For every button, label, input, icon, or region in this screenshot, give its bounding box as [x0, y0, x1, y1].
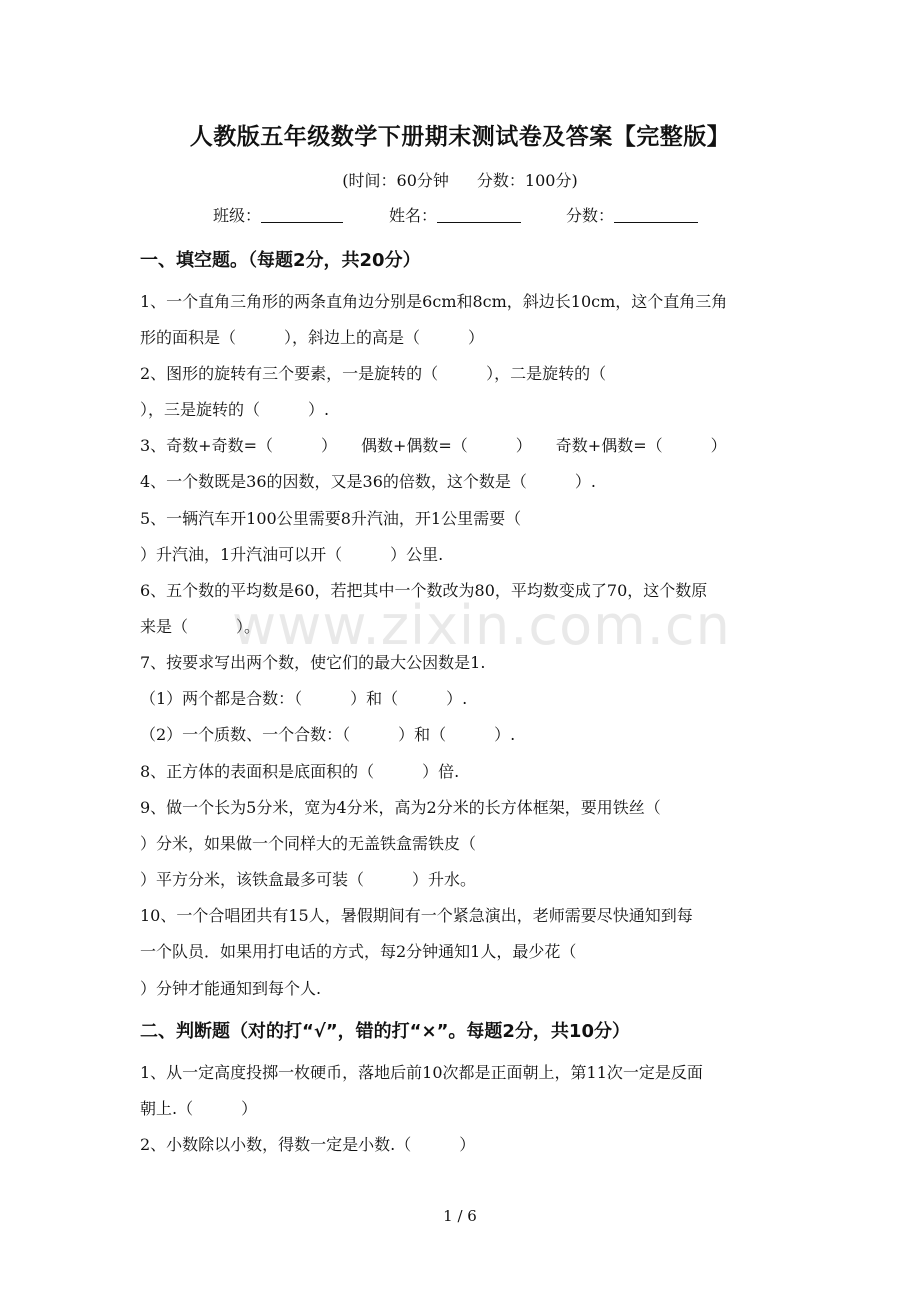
- class-field: [213, 203, 343, 226]
- name-label: 姓名：: [389, 206, 438, 225]
- page-number: 1 / 6: [443, 1207, 477, 1225]
- question-line: 2、图形的旋转有三个要素，一是旋转的（ ），二是旋转的（: [140, 364, 607, 383]
- class-blank[interactable]: [261, 206, 343, 223]
- question-line: ）平方分米，该铁盒最多可装（ ）升水。: [140, 870, 477, 889]
- section-heading-true-false: 二、判断题（对的打“√”，错的打“×”。每题2分，共10分）: [140, 1021, 630, 1042]
- score-label: 分数：: [566, 206, 615, 225]
- watermark: www.zixin.com.cn: [232, 594, 731, 657]
- class-label: 班级：: [213, 206, 262, 225]
- question-line: （2）一个质数、一个合数：（ ）和（ ）.: [140, 725, 516, 744]
- question-line: ），三是旋转的（ ）.: [140, 400, 330, 419]
- question-line: ）分钟才能通知到每个人.: [140, 979, 322, 998]
- question-line: 9、做一个长为5分米，宽为4分米，高为2分米的长方体框架，要用铁丝（: [140, 798, 661, 817]
- question-line: 8、正方体的表面积是底面积的（ ）倍.: [140, 762, 460, 781]
- question-line: 3、奇数+奇数=（ ） 偶数+偶数=（ ） 奇数+偶数=（ ）: [140, 436, 727, 455]
- question-line: 1、一个直角三角形的两条直角边分别是6cm和8cm，斜边长10cm，这个直角三角: [140, 292, 728, 311]
- question-line: 一个队员．如果用打电话的方式，每2分钟通知1人，最少花（: [140, 942, 577, 961]
- name-blank[interactable]: [437, 206, 521, 223]
- score-blank[interactable]: [614, 206, 698, 223]
- score-info: 分数：100分): [476, 171, 578, 190]
- time-info: (时间：60分钟: [342, 171, 449, 190]
- question-line: 来是（ ）。: [140, 617, 261, 636]
- question-line: 5、一辆汽车开100公里需要8升汽油，开1公里需要（: [140, 509, 522, 528]
- question-line: 4、一个数既是36的因数，又是36的倍数，这个数是（ ）.: [140, 472, 596, 491]
- question-line: 形的面积是（ ），斜边上的高是（ ）: [140, 328, 485, 347]
- question-line: ）分米，如果做一个同样大的无盖铁盒需铁皮（: [140, 834, 477, 853]
- question-line: ）升汽油，1升汽油可以开（ ）公里.: [140, 545, 444, 564]
- question-line: 10、一个合唱团共有15人，暑假期间有一个紧急演出，老师需要尽快通知到每: [140, 906, 693, 925]
- score-field: [566, 203, 698, 226]
- question-line: 6、五个数的平均数是60，若把其中一个数改为80，平均数变成了70，这个数原: [140, 581, 708, 600]
- question-line: （1）两个都是合数：（ ）和（ ）.: [140, 689, 468, 708]
- section-heading-fill-in: 一、填空题。（每题2分，共20分）: [140, 250, 421, 271]
- exam-meta: [0, 168, 920, 191]
- question-line: 2、小数除以小数，得数一定是小数.（ ）: [140, 1135, 476, 1154]
- question-line: 1、从一定高度投掷一枚硬币，落地后前10次都是正面朝上，第11次一定是反面: [140, 1063, 703, 1082]
- page-title: 人教版五年级数学下册期末测试卷及答案【完整版】: [189, 124, 731, 150]
- question-line: 朝上.（ ）: [140, 1099, 258, 1118]
- question-line: 7、按要求写出两个数，使它们的最大公因数是1.: [140, 653, 486, 672]
- name-field: [389, 203, 521, 226]
